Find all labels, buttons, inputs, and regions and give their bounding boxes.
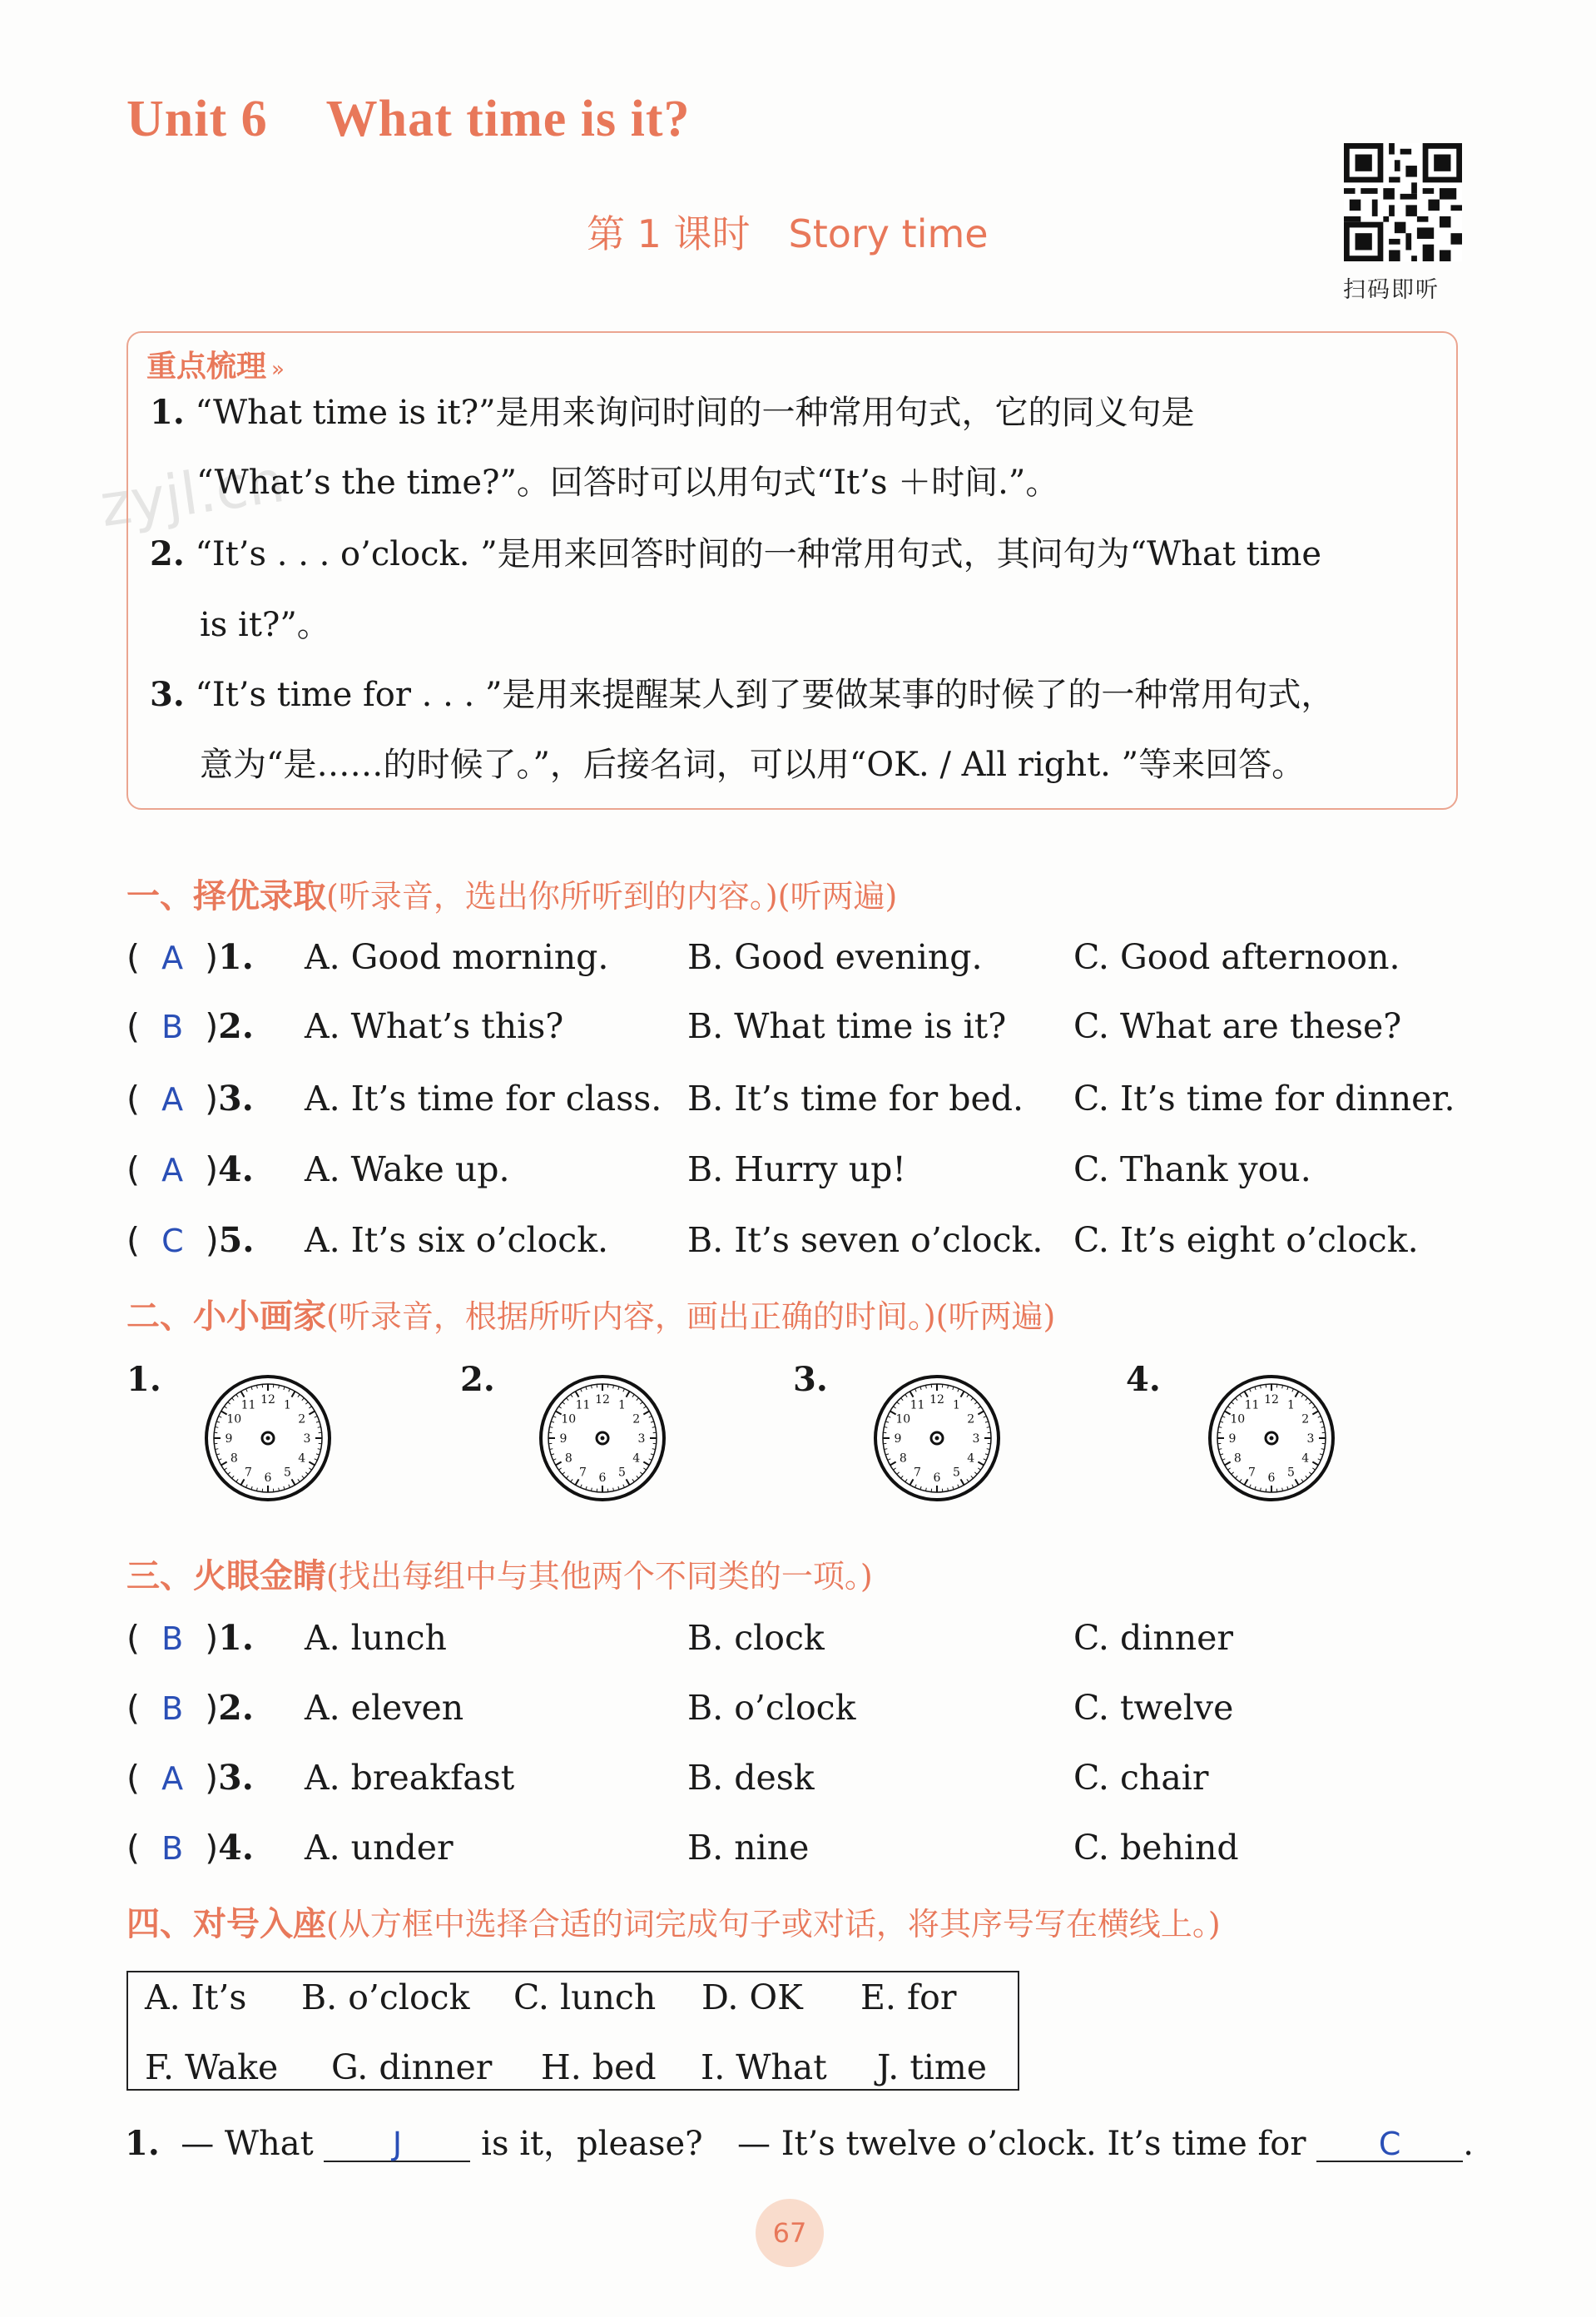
clock-hour-label: 10 — [895, 1412, 911, 1426]
answer-mark: B — [161, 1009, 184, 1045]
option-c: C. What are these? — [1073, 1006, 1402, 1046]
answer-mark: A — [161, 1081, 184, 1118]
section1-question: ( A )1. — [126, 937, 254, 977]
clock-hour-label: 6 — [933, 1471, 941, 1485]
option-a: A. eleven — [305, 1688, 464, 1728]
word-bank-item: J. time — [877, 2047, 988, 2087]
clock-hour-label: 10 — [561, 1412, 577, 1426]
section3-title: 三、火眼金睛(找出每组中与其他两个不同类的一项。) — [126, 1557, 873, 1595]
unit-title: Unit 6 What time is it? — [126, 91, 691, 147]
section2-title: 二、小小画家(听录音，根据所听内容，画出正确的时间。)(听两遍) — [126, 1297, 1056, 1336]
key-point-line: 意为“是……的时候了。”，后接名词，可以用“OK. / All right. ”等来回答。 — [200, 746, 1306, 784]
clock-hour-label: 11 — [910, 1398, 925, 1412]
option-a: A. It’s six o’clock. — [305, 1220, 609, 1260]
section1-question: ( C )5. — [126, 1220, 255, 1260]
section3-question: ( B )2. — [126, 1688, 255, 1728]
option-c: C. Good afternoon. — [1073, 937, 1400, 977]
option-c: C. It’s eight o’clock. — [1073, 1220, 1419, 1260]
option-b: B. nine — [687, 1828, 810, 1868]
key-point-line: 2. “It’s . . . o’clock. ”是用来回答时间的一种常用句式，其问句为“What time — [150, 534, 1322, 573]
clock-hour-label: 5 — [953, 1466, 960, 1480]
option-a: A. under — [305, 1828, 454, 1868]
clock-hour-label: 6 — [264, 1471, 272, 1485]
clock-hour-label: 4 — [967, 1451, 975, 1466]
word-bank-item: C. lunch — [513, 1977, 657, 2017]
word-bank-item: D. OK — [701, 1977, 803, 2017]
option-c: C. chair — [1073, 1758, 1209, 1798]
section3-question: ( B )1. — [126, 1618, 255, 1658]
clock-hour-label: 11 — [240, 1398, 256, 1412]
word-bank-item: I. What — [701, 2047, 827, 2087]
key-point-line: 1. “What time is it?”是用来询问时间的一种常用句式，它的同义句是 — [150, 393, 1195, 432]
clock-hour-label: 8 — [564, 1451, 572, 1466]
clock-hour-label: 3 — [1306, 1432, 1315, 1446]
clock-hour-label: 12 — [595, 1393, 610, 1407]
clock-hour-label: 7 — [1248, 1466, 1256, 1480]
option-b: B. o’clock — [687, 1688, 856, 1728]
clock-hour-label: 1 — [953, 1398, 960, 1412]
clock-hour-label: 9 — [225, 1432, 233, 1446]
clock-hour-label: 7 — [579, 1466, 587, 1480]
clock-hour-label: 10 — [1230, 1412, 1246, 1426]
clock-hour-label: 8 — [1233, 1451, 1242, 1466]
clock-face-icon[interactable] — [538, 1373, 667, 1503]
option-b: B. Hurry up! — [687, 1149, 906, 1189]
key-point-line: “What’s the time?”。回答时可以用句式“It’s ＋时间.”。 — [196, 464, 1059, 502]
answer-mark: A — [161, 1760, 184, 1797]
clock-face-icon[interactable] — [203, 1373, 333, 1503]
answer-mark: B — [161, 1620, 184, 1657]
clock-number: 1. — [126, 1360, 161, 1399]
clock-hour-label: 5 — [618, 1466, 626, 1480]
option-b: B. It’s time for bed. — [687, 1079, 1024, 1119]
clock-center-pin — [935, 1436, 939, 1441]
section1-question: ( A )3. — [126, 1079, 254, 1119]
clock-hour-label: 7 — [245, 1466, 252, 1480]
clock-hour-label: 1 — [1287, 1398, 1295, 1412]
section1-question: ( A )4. — [126, 1149, 254, 1189]
clock-hour-label: 2 — [298, 1412, 306, 1426]
option-a: A. Wake up. — [305, 1149, 510, 1189]
clock-hour-label: 7 — [914, 1466, 921, 1480]
clock-hour-label: 2 — [1301, 1412, 1310, 1426]
option-c: C. Thank you. — [1073, 1149, 1311, 1189]
clock-hour-label: 5 — [1287, 1466, 1295, 1480]
key-point-line: 3. “It’s time for . . . ”是用来提醒某人到了要做某事的时候了的一种常用句式， — [150, 675, 1335, 714]
clock-number: 4. — [1126, 1360, 1161, 1399]
clock-hour-label: 3 — [303, 1432, 311, 1446]
lesson-title: 第 1 课时 Story time — [587, 211, 989, 256]
option-b: B. What time is it? — [687, 1006, 1007, 1046]
section1-question: ( B )2. — [126, 1006, 255, 1046]
clock-hour-label: 11 — [575, 1398, 591, 1412]
word-bank-item: E. for — [860, 1977, 957, 2017]
section4-question: 1. — What J is it，please? — [125, 2124, 703, 2163]
clock-center-pin — [1270, 1436, 1274, 1441]
option-c: C. twelve — [1073, 1688, 1234, 1728]
watermark: zyjl.cn — [96, 446, 289, 541]
option-c: C. dinner — [1073, 1618, 1234, 1658]
clock-face-icon[interactable] — [1207, 1373, 1336, 1503]
option-b: B. Good evening. — [687, 937, 983, 977]
answer-mark: B — [161, 1690, 184, 1727]
clock-hour-label: 4 — [632, 1451, 641, 1466]
clock-center-pin — [601, 1436, 605, 1441]
word-bank-item: G. dinner — [331, 2047, 493, 2087]
word-bank-item: B. o’clock — [301, 1977, 470, 2017]
option-a: A. breakfast — [305, 1758, 515, 1798]
option-c: C. behind — [1073, 1828, 1239, 1868]
page-number: 67 — [756, 2199, 824, 2267]
clock-hour-label: 2 — [967, 1412, 975, 1426]
option-a: A. It’s time for class. — [305, 1079, 662, 1119]
clock-hour-label: 8 — [899, 1451, 907, 1466]
answer-mark: A — [161, 940, 184, 976]
section3-question: ( A )3. — [126, 1758, 254, 1798]
qr-code-icon[interactable] — [1344, 143, 1462, 261]
section3-question: ( B )4. — [126, 1828, 255, 1868]
key-point-line: is it?”。 — [200, 606, 330, 644]
answer-mark: B — [161, 1830, 184, 1867]
section4-title: 四、对号入座(从方框中选择合适的词完成句子或对话，将其序号写在横线上。) — [126, 1905, 1221, 1943]
clock-number: 3. — [793, 1360, 828, 1399]
answer-blank[interactable]: J — [324, 2127, 470, 2162]
clock-hour-label: 1 — [618, 1398, 626, 1412]
answer-blank[interactable]: C — [1316, 2127, 1463, 2162]
clock-hour-label: 9 — [1228, 1432, 1237, 1446]
clock-hour-label: 12 — [260, 1393, 275, 1407]
option-a: A. What’s this? — [305, 1006, 564, 1046]
clock-hour-label: 4 — [1301, 1451, 1310, 1466]
clock-hour-label: 3 — [637, 1432, 646, 1446]
word-bank-item: H. bed — [541, 2047, 657, 2087]
option-b: B. desk — [687, 1758, 815, 1798]
clock-center-pin — [266, 1436, 270, 1441]
option-b: B. clock — [687, 1618, 825, 1658]
clock-hour-label: 5 — [284, 1466, 291, 1480]
clock-hour-label: 12 — [929, 1393, 944, 1407]
section4-question-reply: — It’s twelve o’clock. It’s time for C . — [737, 2125, 1474, 2163]
word-bank-item: A. It’s — [145, 1977, 247, 2017]
clock-number: 2. — [460, 1360, 495, 1399]
clock-hour-label: 11 — [1244, 1398, 1260, 1412]
clock-face-icon[interactable] — [872, 1373, 1002, 1503]
clock-hour-label: 9 — [559, 1432, 568, 1446]
clock-hour-label: 6 — [598, 1471, 607, 1485]
clock-hour-label: 8 — [230, 1451, 238, 1466]
option-c: C. It’s time for dinner. — [1073, 1079, 1455, 1119]
key-points-title: 重点梳理 » — [146, 350, 285, 384]
clock-hour-label: 9 — [894, 1432, 902, 1446]
option-a: A. lunch — [305, 1618, 447, 1658]
option-b: B. It’s seven o’clock. — [687, 1220, 1043, 1260]
clock-hour-label: 10 — [226, 1412, 242, 1426]
qr-label: 扫码即听 — [1343, 277, 1440, 303]
clock-hour-label: 12 — [1264, 1393, 1279, 1407]
clock-hour-label: 4 — [298, 1451, 306, 1466]
clock-hour-label: 2 — [632, 1412, 641, 1426]
clock-hour-label: 3 — [972, 1432, 980, 1446]
word-bank-item: F. Wake — [145, 2047, 279, 2087]
clock-hour-label: 6 — [1267, 1471, 1276, 1485]
clock-hour-label: 1 — [284, 1398, 291, 1412]
section1-title: 一、择优录取(听录音，选出你所听到的内容。)(听两遍) — [126, 877, 898, 915]
option-a: A. Good morning. — [305, 937, 609, 977]
answer-mark: C — [161, 1223, 184, 1259]
answer-mark: A — [161, 1152, 184, 1188]
